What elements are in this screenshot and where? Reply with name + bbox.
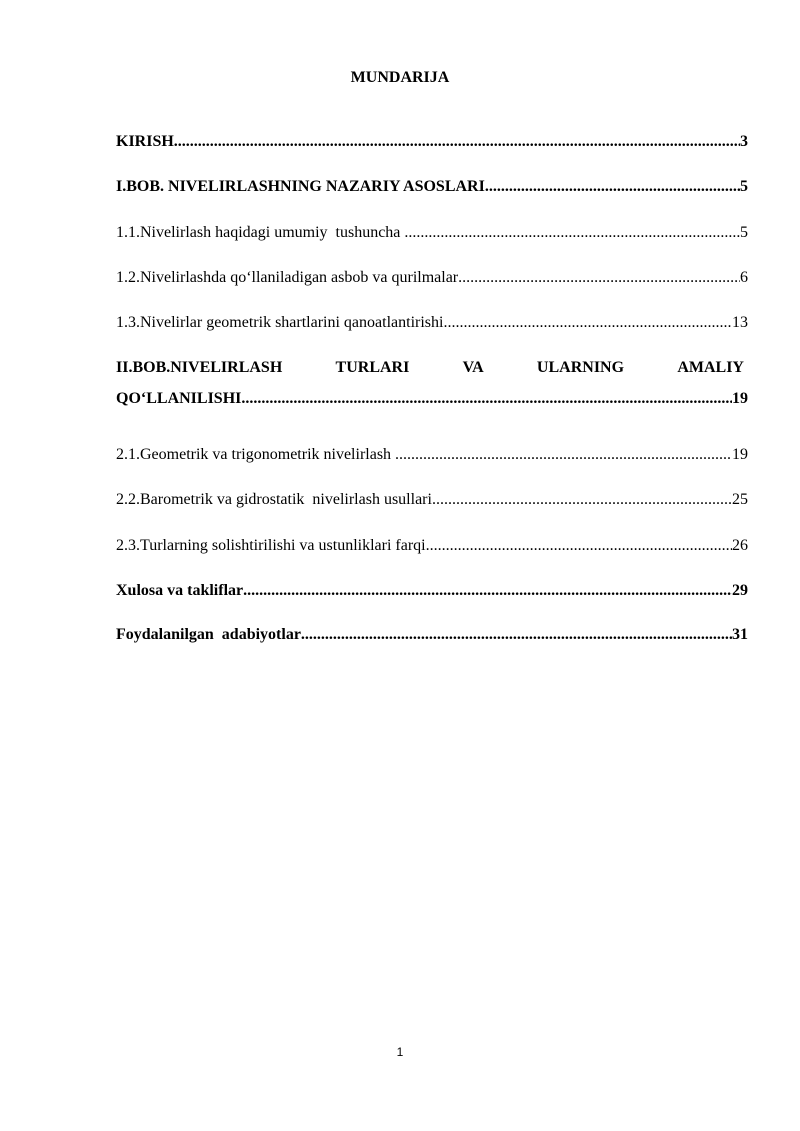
toc-entry-page: 3 [740, 133, 748, 150]
toc-entry-conclusion[interactable] [116, 580, 748, 602]
toc-entry-section-2-3[interactable] [116, 535, 748, 557]
toc-entry-page: 19 [732, 446, 748, 463]
toc-entry-page: 31 [732, 626, 748, 643]
toc-word: VA [462, 359, 484, 376]
dot-leader [443, 312, 732, 334]
page-title: MUNDARIJA [350, 69, 450, 86]
toc-entry-label: 1.2.Nivelirlashda qo‘llaniladigan asbob va qurilmalar [116, 269, 459, 286]
page-number: 1 [396, 1045, 404, 1059]
toc-entry-chapter-1[interactable] [116, 176, 748, 198]
dot-leader [485, 176, 740, 198]
toc-word: AMALIY [677, 359, 744, 376]
dot-leader [241, 388, 732, 410]
toc-entry-page: 5 [740, 224, 748, 241]
toc-entry-page: 13 [732, 314, 748, 331]
dot-leader [395, 444, 732, 466]
dot-leader [432, 489, 732, 511]
toc-entry-label: I.BOB. NIVELIRLASHNING NAZARIY ASOSLARI [116, 178, 485, 195]
dot-leader [301, 624, 732, 646]
dot-leader [404, 222, 740, 244]
toc-entry-label: QO‘LLANILISHI [116, 390, 242, 407]
toc-entry-section-2-1[interactable] [116, 444, 748, 466]
toc-entry-section-2-2[interactable] [116, 489, 748, 511]
dot-leader [426, 535, 732, 557]
toc-word: ULARNING [536, 359, 625, 376]
dot-leader [174, 131, 740, 153]
toc-entry-section-1-3[interactable] [116, 312, 748, 334]
toc-entry-label: Foydalanilgan adabiyotlar [116, 626, 301, 643]
toc-entry-label: 1.1.Nivelirlash haqidagi umumiy tushuncha [116, 224, 405, 241]
dot-leader [458, 267, 740, 289]
toc-entry-section-1-1[interactable] [116, 222, 748, 244]
toc-word: II.BOB.NIVELIRLASH [116, 359, 283, 376]
toc-entry-label: 2.1.Geometrik va trigonometrik nivelirlash [116, 446, 396, 463]
dot-leader [243, 580, 732, 602]
toc-entry-chapter-2-line-2[interactable] [116, 388, 748, 410]
toc-entry-chapter-2-line-1[interactable] [116, 357, 748, 379]
toc-entry-references[interactable] [116, 624, 748, 646]
toc-entry-page: 29 [732, 582, 748, 599]
toc-entry-label: Xulosa va takliflar [116, 582, 244, 599]
toc-word: TURLARI [335, 359, 410, 376]
toc-entry-section-1-2[interactable] [116, 267, 748, 289]
toc-entry-label: 2.3.Turlarning solishtirilishi va ustunliklari farqi [116, 537, 426, 554]
toc-entry-page: 19 [732, 390, 748, 407]
toc-entry-label: KIRISH [116, 133, 174, 150]
toc-entry-page: 25 [732, 491, 748, 508]
toc-entry-page: 26 [732, 537, 748, 554]
toc-entry-label: 1.3.Nivelirlar geometrik shartlarini qanoatlantirishi [116, 314, 444, 331]
toc-entry-page: 6 [740, 269, 748, 286]
toc-entry-label: 2.2.Barometrik va gidrostatik nivelirlash usullari [116, 491, 432, 508]
toc-entry-page: 5 [740, 178, 748, 195]
toc-entry-intro[interactable] [116, 131, 748, 153]
